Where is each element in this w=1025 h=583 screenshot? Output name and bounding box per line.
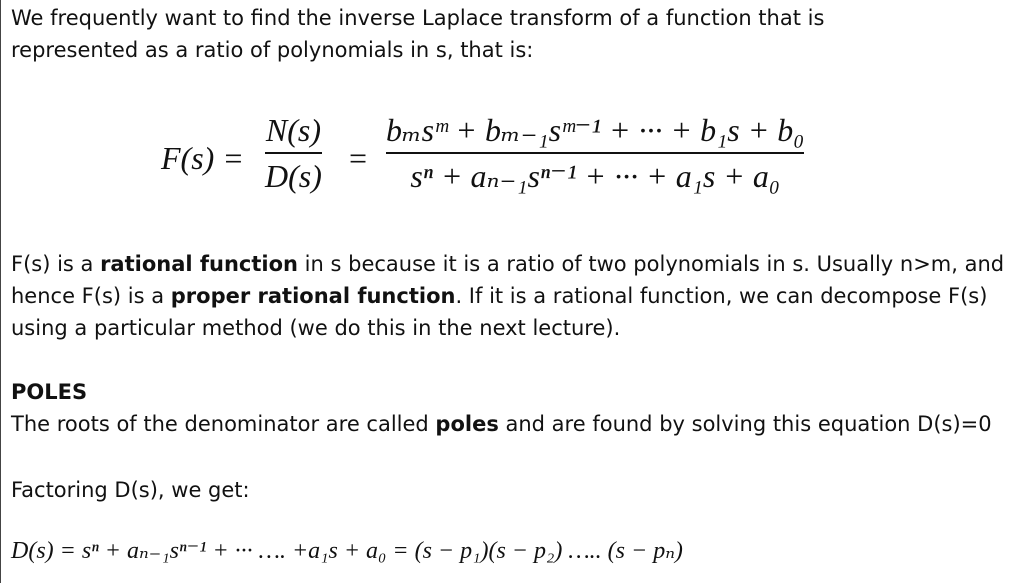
numerator-polynomial: bₘsᵐ + bₘ₋₁sᵐ⁻¹ + ··· + b₁s + b₀ xyxy=(386,112,805,148)
rational-paragraph xyxy=(11,248,1004,344)
rational-text-2a: hence F(s) is a xyxy=(11,284,171,308)
factoring-text: Factoring D(s), we get: xyxy=(11,478,250,502)
rational-text-1a: F(s) is a xyxy=(11,252,101,276)
proper-rational-function-term: proper rational function xyxy=(170,284,456,308)
formula-lhs: F(s) = xyxy=(161,140,244,176)
intro-line-2: represented as a ratio of polynomials in s, that is: xyxy=(11,38,534,62)
intro-paragraph xyxy=(11,2,824,66)
rational-text-3: using a particular method (we do this in the next lecture). xyxy=(11,316,621,340)
rational-text-2c: . If it is a rational function, we can decompose F(s) xyxy=(455,284,988,308)
rational-function-formula xyxy=(161,104,881,204)
fraction-bar xyxy=(265,152,322,154)
poles-term: poles xyxy=(435,412,499,436)
fraction-numerator-n: N(s) xyxy=(265,112,321,148)
equals-sign: = xyxy=(349,140,368,176)
rational-function-term: rational function xyxy=(100,252,298,276)
poles-text-c: and are found by solving this equation D(s)=0 xyxy=(498,412,992,436)
poles-section xyxy=(11,376,992,440)
factored-equation: D(s) = sⁿ + aₙ₋₁sⁿ⁻¹ + ··· …. +a₁s + a₀ = (s − p₁)(s − p₂) ….. (s − pₙ) xyxy=(11,538,683,564)
fraction-polynomials xyxy=(386,112,804,194)
poles-heading: POLES xyxy=(11,380,88,404)
denominator-polynomial: sⁿ + aₙ₋₁sⁿ⁻¹ + ··· + a₁s + a₀ xyxy=(410,158,781,194)
fraction-denominator-d: D(s) xyxy=(265,158,322,194)
poles-text-a: The roots of the denominator are called xyxy=(11,412,436,436)
fraction-bar-2 xyxy=(386,152,804,154)
rational-text-1c: in s because it is a ratio of two polynomials in s. Usually n>m, and xyxy=(298,252,1005,276)
intro-line-1: We frequently want to find the inverse Laplace transform of a function that is xyxy=(11,6,825,30)
fraction-n-over-d xyxy=(265,112,322,194)
